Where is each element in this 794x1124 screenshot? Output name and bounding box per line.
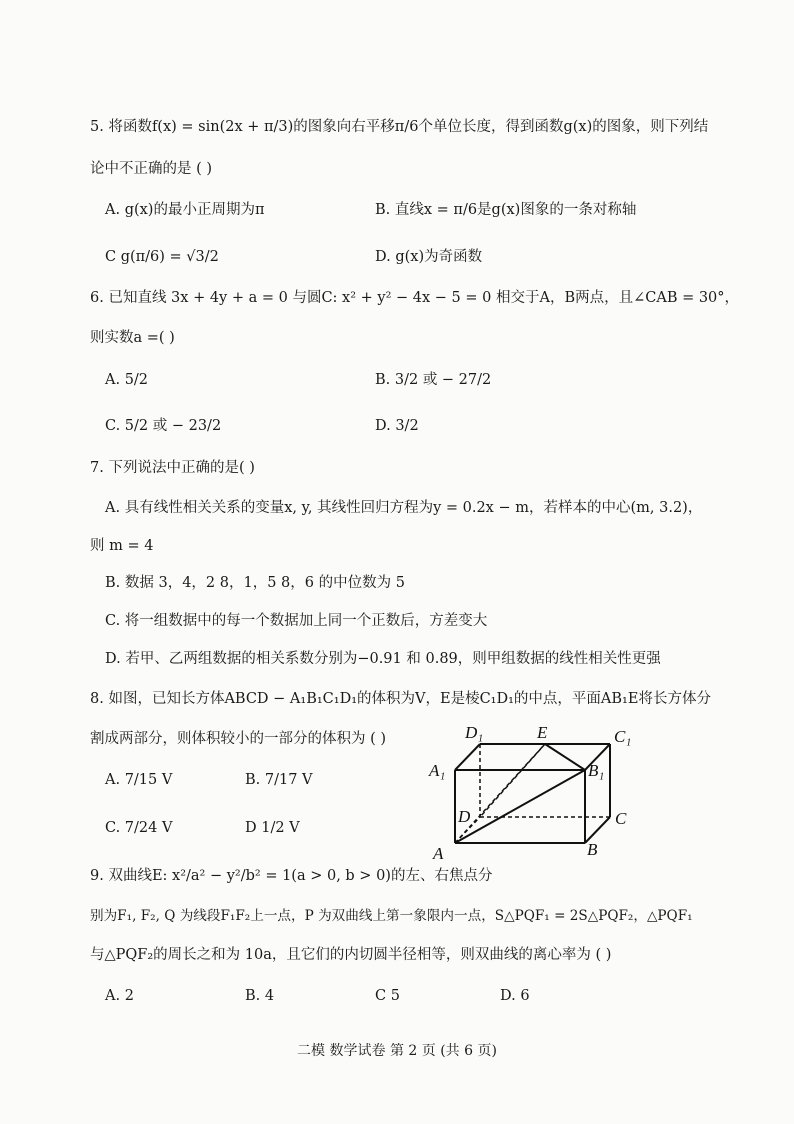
- q6-line-1: 6. 已知直线 3x + 4y + a = 0 与圆C: x² + y² − 4x − 5 = 0 相交于A，B两点，且∠CAB = 30°，: [90, 290, 740, 306]
- q8-option-d: D 1/2 V: [245, 820, 300, 836]
- label-d: D: [458, 807, 471, 826]
- q6-line-2: 则实数a =( ): [90, 330, 175, 346]
- q9-option-c: C 5: [375, 988, 400, 1004]
- q9-option-d: D. 6: [500, 988, 530, 1004]
- q6-option-d: D. 3/2: [375, 418, 419, 434]
- q8-option-b: B. 7/17 V: [245, 772, 313, 788]
- q6-option-c: C. 5/2 或 − 23/2: [105, 418, 222, 434]
- q9-option-a: A. 2: [105, 988, 134, 1004]
- q5-line-2: 论中不正确的是 ( ): [90, 161, 213, 177]
- q8-line-1: 8. 如图，已知长方体ABCD − A₁B₁C₁D₁的体积为V，E是棱C₁D₁的中点，平面AB₁E将长方体分: [90, 691, 711, 707]
- q9-line-3: 与△PQF₂的周长之和为 10a，且它们的内切圆半径相等，则双曲线的离心率为 ( ): [90, 947, 612, 963]
- q9-line-1: 9. 双曲线E: x²/a² − y²/b² = 1(a > 0, b > 0)的左、右焦点分: [90, 868, 493, 884]
- q8-option-c: C. 7/24 V: [105, 820, 173, 836]
- q7-line-1: 7. 下列说法中正确的是( ): [90, 460, 255, 476]
- q9-line-2: 别为F₁, F₂, Q 为线段F₁F₂上一点，P 为双曲线上第一象限内一点，S△PQF₁ = 2S△PQF₂，△PQF₁: [90, 908, 693, 924]
- label-a1: A₁: [429, 761, 446, 780]
- q5-option-c: C g(π/6) = √3/2: [105, 249, 219, 265]
- q8-line-2: 割成两部分，则体积较小的一部分的体积为 ( ): [90, 731, 387, 747]
- edge-a1d1: [455, 744, 480, 770]
- label-c1: C₁: [614, 727, 632, 746]
- q5-option-b: B. 直线x = π/6是g(x)图象的一条对称轴: [375, 202, 637, 218]
- q7-option-c: C. 将一组数据中的每一个数据加上同一个正数后，方差变大: [105, 613, 488, 629]
- q5-option-d: D. g(x)为奇函数: [375, 249, 483, 265]
- edge-ab1: [455, 770, 585, 843]
- cuboid-figure: [425, 718, 640, 863]
- q6-option-b: B. 3/2 或 − 27/2: [375, 372, 492, 388]
- q7-option-a: A. 具有线性相关关系的变量x, y, 其线性回归方程为y = 0.2x − m，若样本的中心(m, 3.2)，: [105, 500, 703, 516]
- label-b1: B₁: [588, 761, 605, 780]
- label-c: C: [615, 809, 627, 828]
- q5-option-a: A. g(x)的最小正周期为π: [105, 202, 265, 218]
- q7-option-b: B. 数据 3，4，2 8，1，5 8，6 的中位数为 5: [105, 575, 405, 591]
- cuboid-diagram: [425, 718, 640, 863]
- q9-option-b: B. 4: [245, 988, 275, 1004]
- q8-option-a: A. 7/15 V: [105, 772, 173, 788]
- label-b: B: [587, 840, 598, 859]
- label-d1: D₁: [465, 723, 484, 742]
- q7-option-a-cont: 则 m = 4: [90, 538, 154, 554]
- label-e: E: [537, 723, 548, 742]
- edge-eb1: [545, 744, 585, 770]
- q7-option-d: D. 若甲、乙两组数据的相关系数分别为−0.91 和 0.89，则甲组数据的线性相关性更强: [105, 651, 661, 667]
- label-a: A: [433, 844, 444, 863]
- hidden-edge-ae: [455, 744, 545, 843]
- q5-line-1: 5. 将函数f(x) = sin(2x + π/3)的图象向右平移π/6个单位长度，得到函数g(x)的图象，则下列结: [90, 119, 709, 135]
- page-footer: 二模 数学试卷 第 2 页 (共 6 页): [297, 1043, 497, 1059]
- q6-option-a: A. 5/2: [105, 372, 149, 388]
